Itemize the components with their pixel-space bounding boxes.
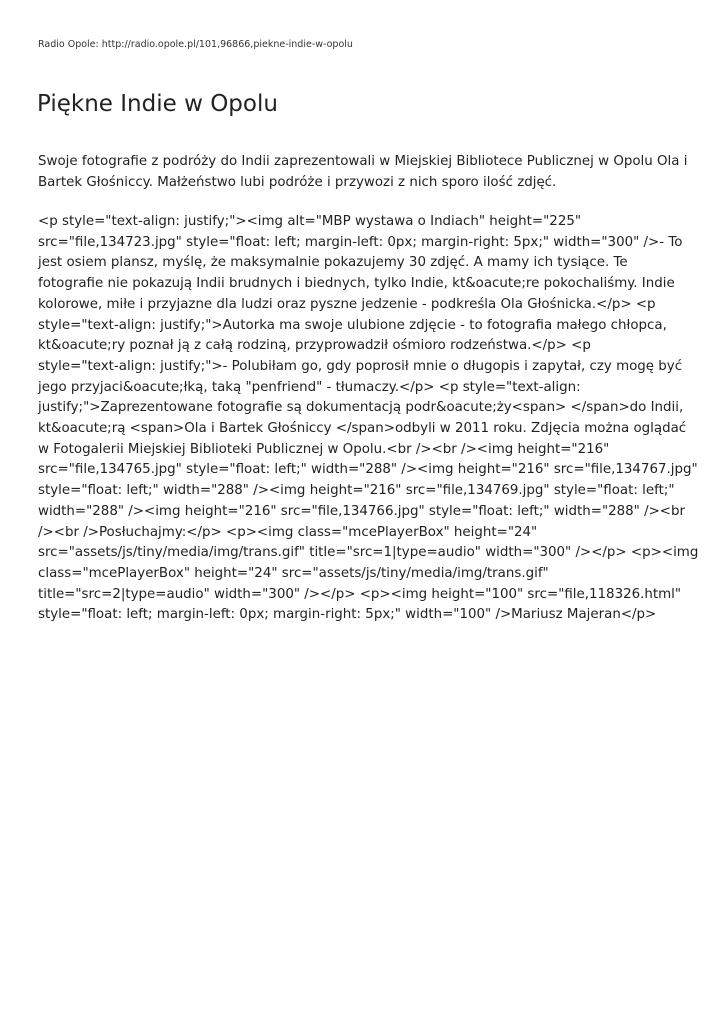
body-line: style="float: left;" width="288" /><img height="216" src="file,134769.jpg" style="float: left;" <box>38 483 675 499</box>
article-title: Piękne Indie w Opolu <box>37 91 278 117</box>
body-line: fotografie nie pokazują Indii brudnych i biednych, tylko Indie, kt&oacute;re pokochaliśmy. Indie <box>38 276 675 292</box>
body-line: style="text-align: justify;">Autorka ma swoje ulubione zdjęcie - to fotografia małego chłopca, <box>38 317 667 333</box>
article-lead <box>38 151 688 193</box>
article-body-raw-html <box>38 212 699 626</box>
body-line: jego przyjaci&oacute;łką, taką "penfriend" - tłumaczy.</p> <p style="text-align: <box>38 379 581 395</box>
body-line: justify;">Zaprezentowane fotografie są dokumentacją podr&oacute;ży<span> </span>do Indii, <box>38 400 684 416</box>
body-line: style="text-align: justify;">- Polubiłam go, gdy poprosił mnie o długopis i zapytał, czy mogę być <box>38 358 683 374</box>
body-line: style="float: left; margin-left: 0px; margin-right: 5px;" width="100" />Mariusz Majeran</p> <box>38 607 657 623</box>
body-line: w Fotogalerii Miejskiej Biblioteki Publicznej w Opolu.<br /><br /><img height="216" <box>38 441 610 457</box>
body-line: title="src=2|type=audio" width="300" /></p> <p><img height="100" src="file,118326.html" <box>38 586 682 602</box>
body-line: jest osiem plansz, myślę, że maksymalnie pokazujemy 30 zdjęć. A mamy ich tysiące. Te <box>38 255 628 271</box>
body-line: src="file,134723.jpg" style="float: left; margin-left: 0px; margin-right: 5px;" width="300" />- To <box>38 234 683 250</box>
body-line: kt&oacute;rą <span>Ola i Bartek Głośniccy </span>odbyli w 2011 roku. Zdjęcia można oglądać <box>38 421 687 437</box>
body-line: kt&oacute;ry poznał ją z całą rodziną, przyprowadził ośmioro rodzeństwa.</p> <p <box>38 338 591 354</box>
body-line: src="file,134765.jpg" style="float: left;" width="288" /><img height="216" src="file,134767.jpg" <box>38 462 698 478</box>
body-line: width="288" /><img height="216" src="file,134766.jpg" style="float: left;" width="288" /><br <box>38 503 686 519</box>
source-url-header: Radio Opole: http://radio.opole.pl/101,96866,piekne-indie-w-opolu <box>38 39 353 50</box>
body-line: src="assets/js/tiny/media/img/trans.gif" title="src=1|type=audio" width="300" /></p> <p><img <box>38 545 699 561</box>
body-line: class="mcePlayerBox" height="24" src="assets/js/tiny/media/img/trans.gif" <box>38 565 549 581</box>
body-line: /><br />Posłuchajmy:</p> <p><img class="mcePlayerBox" height="24" <box>38 524 538 540</box>
lead-line: Swoje fotografie z podróży do Indii zaprezentowali w Miejskiej Bibliotece Publicznej w Opolu Ola i <box>38 154 688 169</box>
body-line: kolorowe, miłe i przyjazne dla ludzi oraz pyszne jedzenie - podkreśla Ola Głośnicka.</p> <p <box>38 296 656 312</box>
body-line: <p style="text-align: justify;"><img alt="MBP wystawa o Indiach" height="225" <box>38 214 582 229</box>
lead-line: Bartek Głośniccy. Małżeństwo lubi podróże i przywozi z nich sporo ilość zdjęć. <box>38 175 557 190</box>
